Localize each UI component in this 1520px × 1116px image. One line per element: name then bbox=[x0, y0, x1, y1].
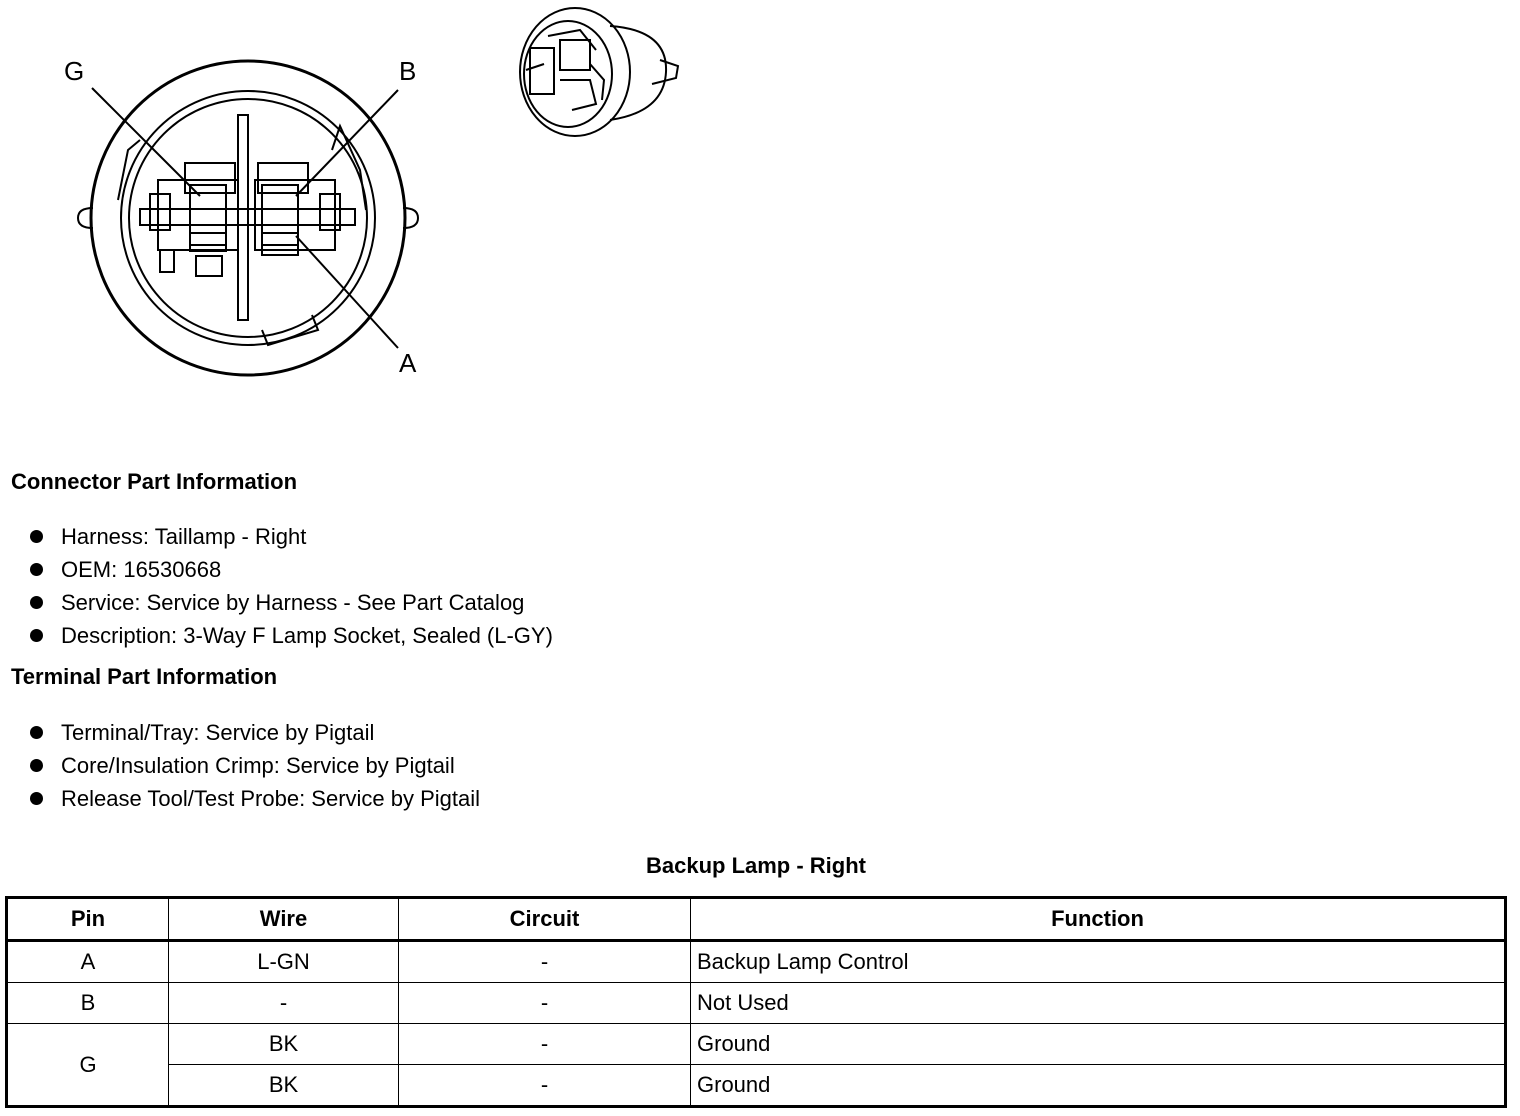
bullet-icon bbox=[30, 792, 43, 805]
pin-cell: B bbox=[7, 983, 169, 1024]
bullet-icon bbox=[30, 596, 43, 609]
table-row bbox=[7, 1065, 1506, 1107]
table-row bbox=[7, 983, 1506, 1024]
terminal-info-heading: Terminal Part Information bbox=[11, 664, 278, 689]
list-item: Description: 3-Way F Lamp Socket, Sealed (L-GY) bbox=[30, 619, 553, 652]
list-item: Service: Service by Harness - See Part Catalog bbox=[30, 586, 553, 619]
pin-cell: G bbox=[7, 1024, 169, 1107]
column-header-wire: Wire bbox=[169, 898, 399, 941]
connector-info-heading: Connector Part Information bbox=[11, 469, 298, 494]
list-item: Core/Insulation Crimp: Service by Pigtail bbox=[30, 749, 480, 782]
function-cell: Ground bbox=[691, 1065, 1506, 1107]
circuit-cell: - bbox=[399, 1024, 691, 1065]
wire-cell: BK bbox=[169, 1024, 399, 1065]
wire-cell: L-GN bbox=[169, 941, 399, 983]
pin-b-leader bbox=[296, 90, 398, 196]
function-cell: Ground bbox=[691, 1024, 1506, 1065]
connector-info-list bbox=[30, 520, 553, 652]
wire-cell: BK bbox=[169, 1065, 399, 1107]
pin-cell: A bbox=[7, 941, 169, 983]
table-title: Backup Lamp - Right bbox=[645, 853, 866, 878]
circuit-cell: - bbox=[399, 983, 691, 1024]
list-item: Release Tool/Test Probe: Service by Pigtail bbox=[30, 782, 480, 815]
lamp-socket-illustration bbox=[520, 8, 678, 136]
table-row bbox=[7, 941, 1506, 983]
pin-g-leader bbox=[92, 88, 200, 196]
bullet-icon bbox=[30, 759, 43, 772]
bullet-icon bbox=[30, 629, 43, 642]
circuit-cell: - bbox=[399, 1065, 691, 1107]
terminal-info-list bbox=[30, 716, 480, 815]
column-header-circuit: Circuit bbox=[399, 898, 691, 941]
list-item: Harness: Taillamp - Right bbox=[30, 520, 553, 553]
connector-diagram bbox=[0, 0, 760, 420]
pin-g-label: G bbox=[64, 56, 85, 86]
column-header-pin: Pin bbox=[7, 898, 169, 941]
list-item: Terminal/Tray: Service by Pigtail bbox=[30, 716, 480, 749]
column-header-function: Function bbox=[691, 898, 1506, 941]
table-header-row bbox=[7, 898, 1506, 941]
circuit-cell: - bbox=[399, 941, 691, 983]
pin-b-label: B bbox=[399, 56, 417, 86]
table-row bbox=[7, 1024, 1506, 1065]
bullet-icon bbox=[30, 530, 43, 543]
function-cell: Not Used bbox=[691, 983, 1506, 1024]
bullet-icon bbox=[30, 726, 43, 739]
pin-a-label: A bbox=[399, 348, 417, 378]
pin-table bbox=[5, 896, 1507, 1108]
wire-cell: - bbox=[169, 983, 399, 1024]
list-item: OEM: 16530668 bbox=[30, 553, 553, 586]
function-cell: Backup Lamp Control bbox=[691, 941, 1506, 983]
bullet-icon bbox=[30, 563, 43, 576]
